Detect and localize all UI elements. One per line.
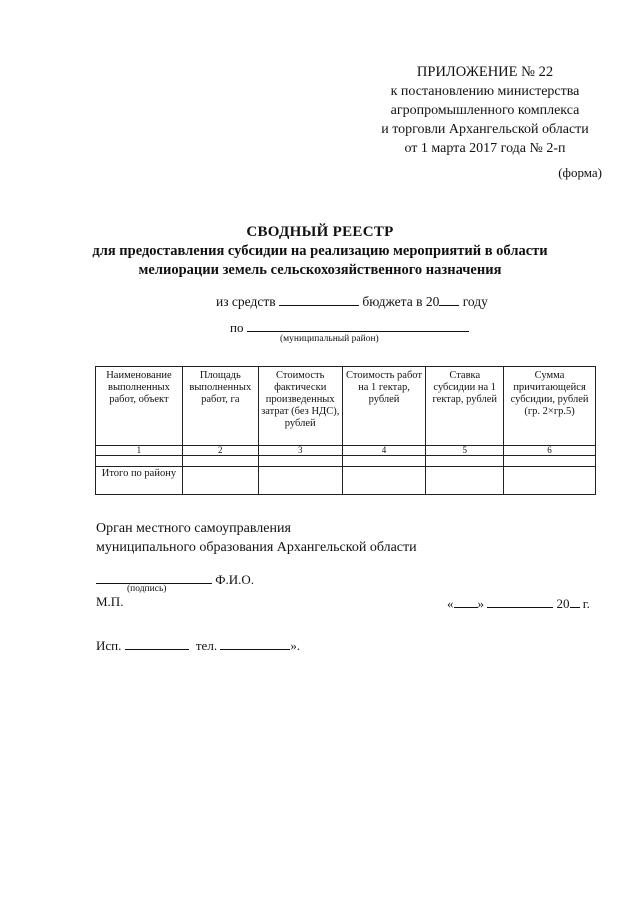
appendix-line-3: и торговли Архангельской области (381, 122, 589, 137)
col-number-3: 3 (258, 446, 342, 456)
table-cell[interactable] (258, 456, 342, 467)
table-cell[interactable] (258, 467, 342, 495)
appendix-line-1: к постановлению министерства (390, 84, 580, 99)
org-line-1: Орган местного самоуправления (96, 521, 291, 536)
col-number-1: 1 (96, 446, 183, 456)
district-blank[interactable] (247, 318, 469, 332)
document-title-main: СВОДНЫЙ РЕЕСТР (246, 224, 394, 240)
table-cell[interactable] (342, 467, 426, 495)
date-line (447, 594, 590, 612)
col-header-cost-per-hectare: Стоимость работ на 1 гектар, рублей (342, 367, 426, 446)
table-cell[interactable] (504, 456, 596, 467)
day-blank[interactable] (454, 594, 478, 608)
table-row (96, 456, 596, 467)
table-total-row (96, 467, 596, 495)
col-number-6: 6 (504, 446, 596, 456)
phone-blank[interactable] (220, 636, 290, 650)
appendix-line-4: от 1 марта 2017 года № 2-п (404, 141, 566, 156)
col-header-subsidy-amount: Сумма причитающейся субсидии, рублей (гр. 2×гр.5) (504, 367, 596, 446)
month-blank[interactable] (487, 594, 553, 608)
col-number-5: 5 (426, 446, 504, 456)
col-header-actual-cost: Стоимость фактически произведенных затрат (без НДС), рублей (258, 367, 342, 446)
date-suffix: г. (582, 596, 590, 611)
document-title-sub2: мелиорации земель сельскохозяйственного назначения (138, 261, 502, 278)
col-number-4: 4 (342, 446, 426, 456)
phone-label: тел. (195, 638, 218, 653)
table-cell[interactable] (96, 456, 183, 467)
signature-caption: (подпись) (127, 584, 167, 594)
table-cell[interactable] (182, 467, 258, 495)
appendix-line-2: агропромышленного комплекса (390, 103, 580, 118)
signature-line (96, 570, 254, 588)
table-cell[interactable] (342, 456, 426, 467)
col-header-subsidy-rate: Ставка субсидии на 1 гектар, рублей (426, 367, 504, 446)
date-close-quote: » (477, 596, 484, 611)
form-label: (форма) (558, 165, 602, 180)
executor-end: ». (290, 638, 301, 653)
signature-blank[interactable] (96, 570, 212, 584)
district-prefix: по (230, 320, 244, 335)
table-cell[interactable] (182, 456, 258, 467)
table-number-row (96, 446, 596, 456)
col-header-work-name: Наименование выполненных работ, объект (96, 367, 183, 446)
year-blank[interactable] (439, 292, 459, 306)
funds-suffix: году (462, 294, 488, 309)
executor-label: Исп. (96, 638, 122, 653)
col-number-2: 2 (182, 446, 258, 456)
date-year-blank[interactable] (570, 594, 580, 608)
executor-blank[interactable] (125, 636, 189, 650)
document-title (90, 222, 550, 279)
table-cell[interactable] (504, 467, 596, 495)
executor-line (96, 636, 300, 654)
funds-prefix: из средств (216, 294, 276, 309)
col-header-area: Площадь выполненных работ, га (182, 367, 258, 446)
table-cell[interactable] (426, 456, 504, 467)
appendix-header (330, 62, 640, 158)
org-line-2: муниципального образования Архангельской области (96, 540, 417, 555)
funds-line (216, 292, 488, 310)
table-header-row (96, 367, 596, 446)
funds-source-blank[interactable] (279, 292, 359, 306)
appendix-title: ПРИЛОЖЕНИЕ № 22 (416, 64, 554, 80)
table-cell[interactable] (426, 467, 504, 495)
funds-middle: бюджета в 20 (362, 294, 440, 309)
registry-table (95, 366, 596, 495)
fio-label: Ф.И.О. (215, 572, 255, 587)
district-caption: (муниципальный район) (280, 334, 379, 344)
total-label: Итого по району (96, 467, 183, 495)
document-title-sub1: для предоставления субсидии на реализацию мероприятий в области (92, 243, 548, 259)
date-open-quote: « (447, 596, 454, 611)
stamp-label: М.П. (96, 594, 124, 609)
date-year-prefix: 20 (556, 596, 570, 611)
